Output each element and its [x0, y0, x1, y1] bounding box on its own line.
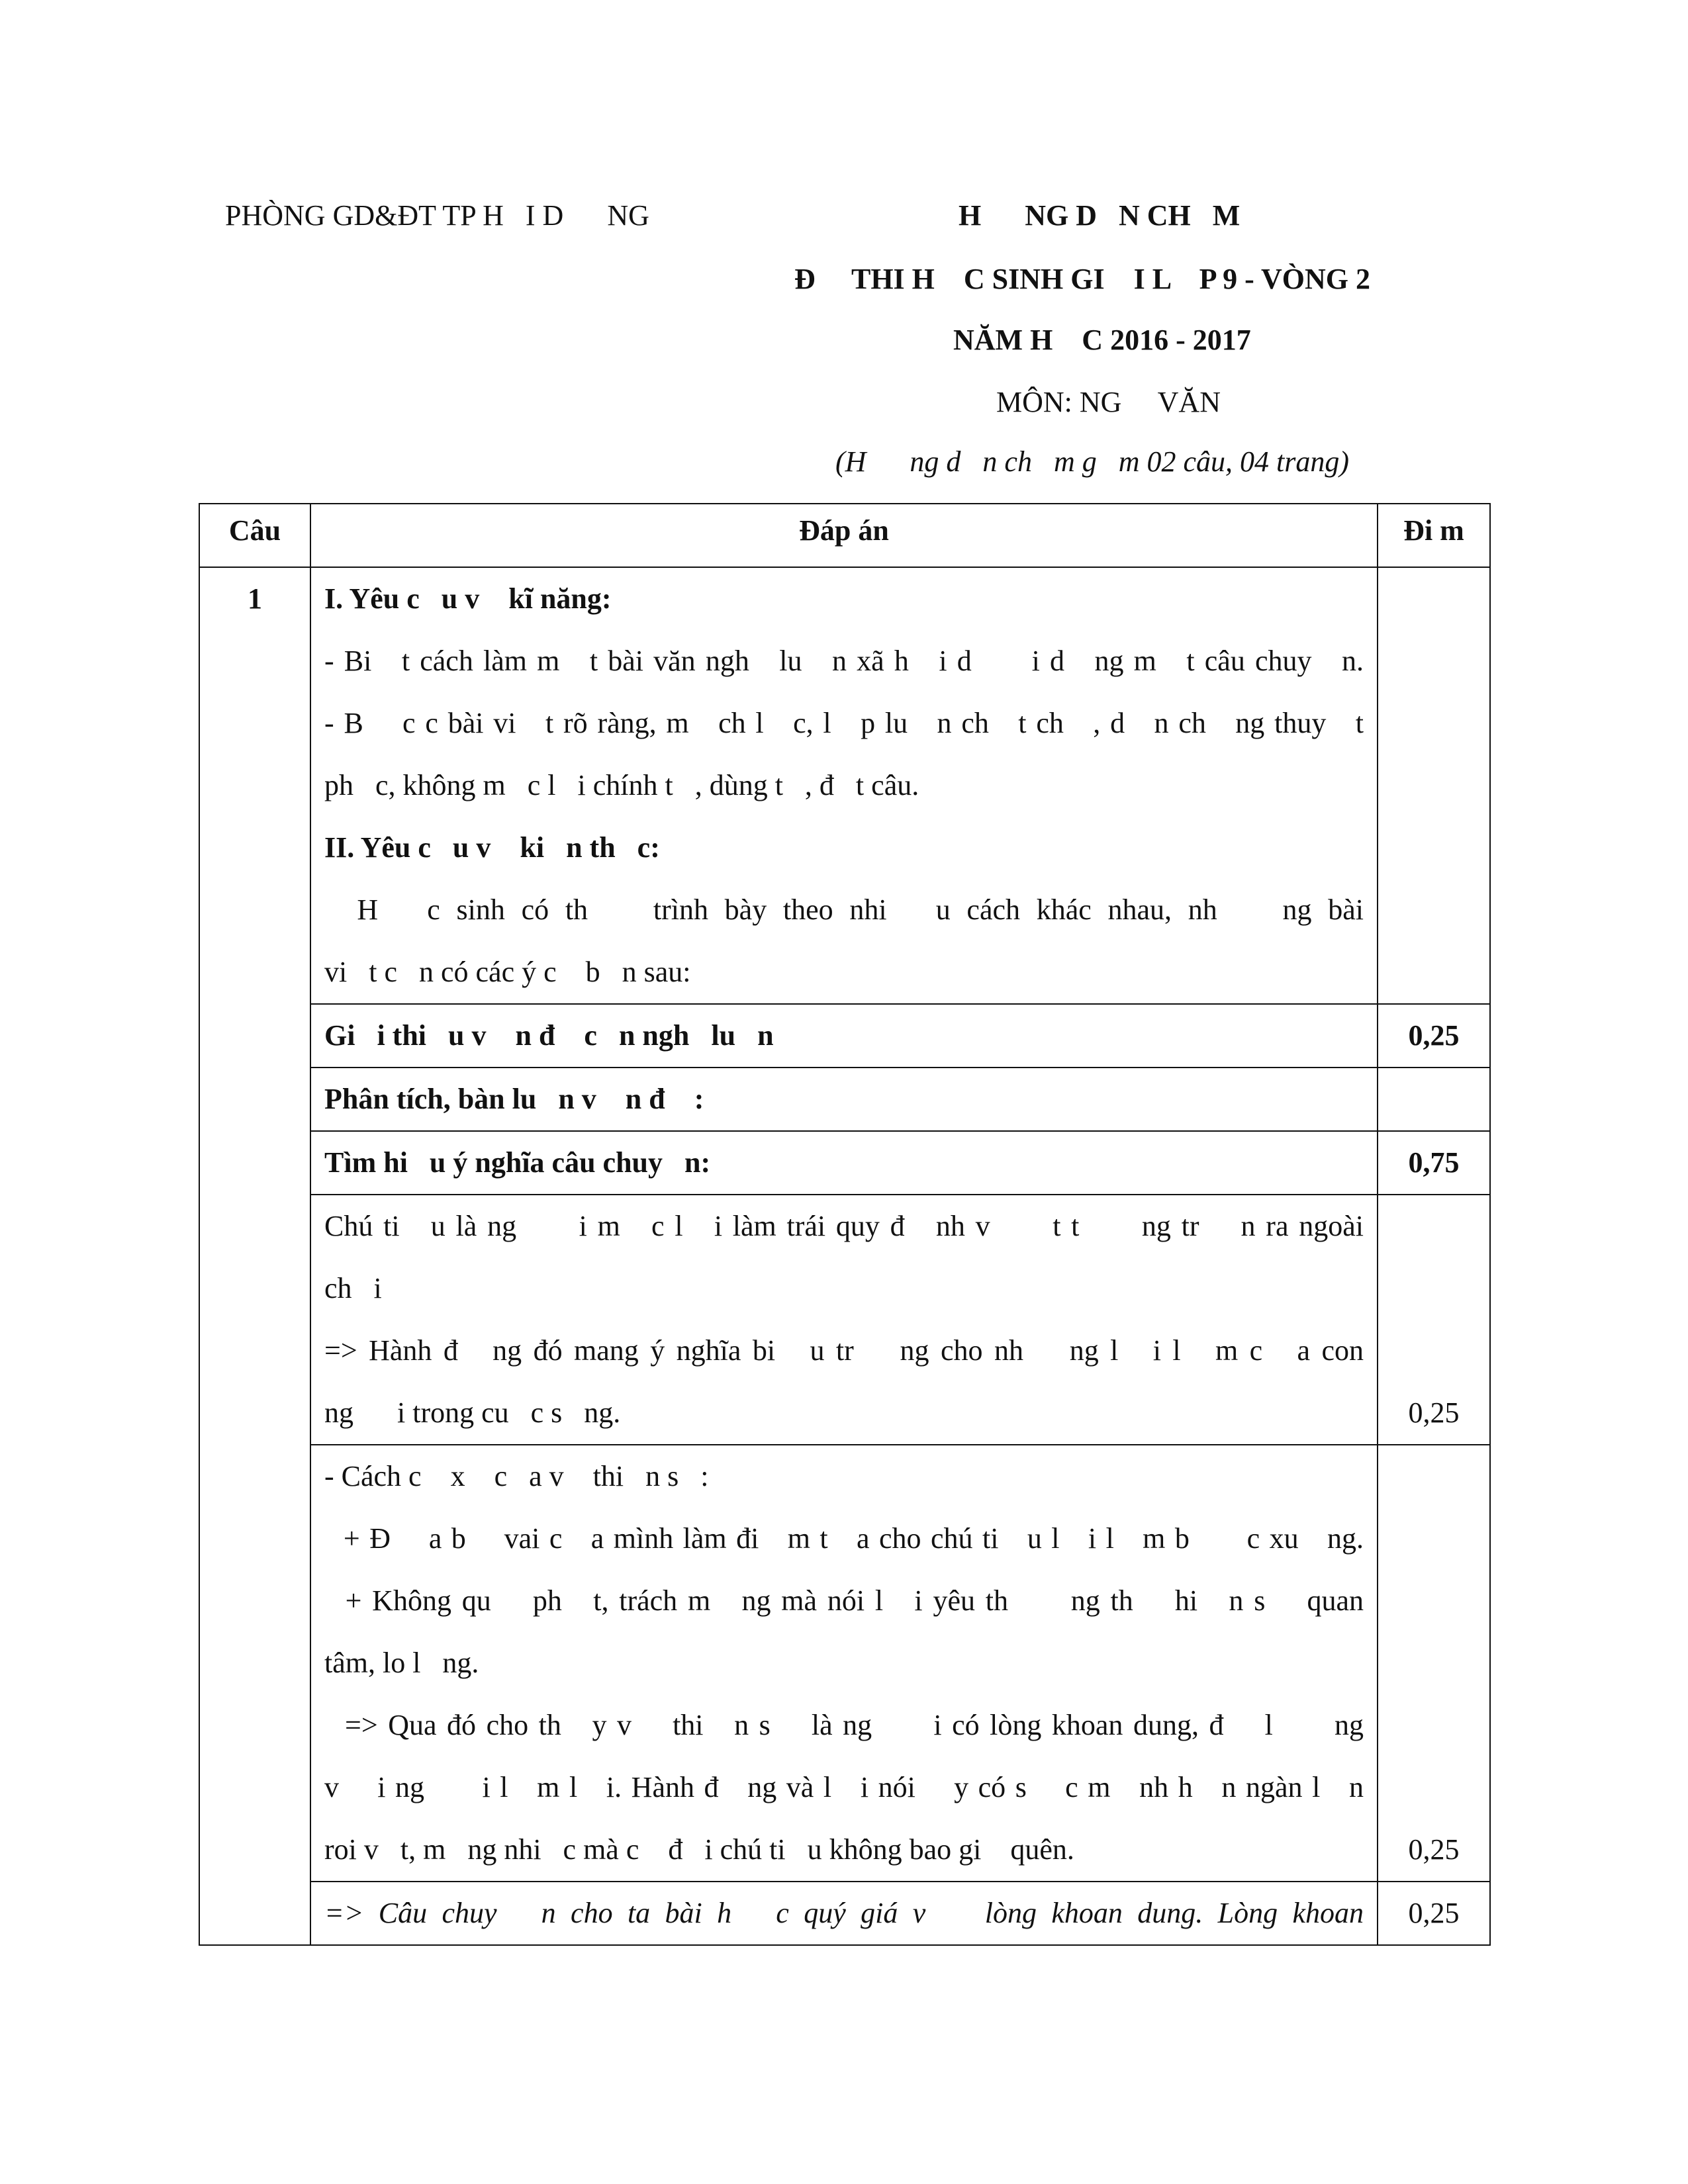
table-header-row	[199, 504, 1490, 567]
score-cell: 0,75	[1378, 1131, 1490, 1195]
table-row	[199, 1195, 1490, 1445]
skills-line: - B c c bài vi t rõ ràng, m ch l c, l p lu n ch t ch , d n ch ng thuy t	[324, 707, 1364, 739]
score-cell: 0,25	[1378, 1004, 1490, 1068]
requirements-cell	[310, 567, 1378, 1004]
answer-cell: Tìm hi u ý nghĩa câu chuy n:	[310, 1131, 1378, 1195]
table-row	[199, 1131, 1490, 1195]
school-year: NĂM H C 2016 - 2017	[953, 324, 1251, 356]
knowledge-heading: II. Yêu c u v ki n th c:	[324, 831, 660, 864]
header-question: Câu	[199, 504, 310, 567]
table-row	[199, 1068, 1490, 1131]
knowledge-line: H c sinh có th trình bày theo nhi u cách khác nhau, nh ng bài	[324, 893, 1364, 926]
knowledge-line: vi t c n có các ý c b n sau:	[324, 956, 691, 988]
table-row	[199, 1445, 1490, 1882]
score-cell: 0,25	[1378, 1195, 1490, 1445]
answer-cell: => Câu chuy n cho ta bài h c quý giá v lòng khoan dung. Lòng khoan	[310, 1882, 1378, 1945]
department-name: PHÒNG GD&ĐT TP H I D NG	[225, 199, 649, 232]
grading-table	[199, 503, 1491, 1946]
table-row	[199, 567, 1490, 1004]
table-row	[199, 1882, 1490, 1945]
score-cell: 0,25	[1378, 1882, 1490, 1945]
answer-cell: Phân tích, bàn lu n v n đ :	[310, 1068, 1378, 1131]
answer-cell: - Cách c x c a v thi n s : + Đ a b vai c a mình làm đi m t a cho chú ti u l i l m b c xu ng. + Không qu ph t, trách m ng mà nói l i yêu th ng th hi n s quan tâm, lo l ng. => Qua đó cho th y v thi n s là ng i có lòng khoan dung, đ l ng v i ng i l m l i. Hành đ ng và l i nói y có s c m nh h n ngàn l n roi v t, m ng nhi c mà c đ i chú ti u không bao gi quên.	[310, 1445, 1378, 1882]
header-answer: Đáp án	[310, 504, 1378, 567]
question-number: 1	[199, 567, 310, 1945]
header-score: Đi m	[1378, 504, 1490, 567]
skills-heading: I. Yêu c u v kĩ năng:	[324, 582, 612, 615]
doc-title-line2: Đ THI H C SINH GI I L P 9 - VÒNG 2	[794, 263, 1370, 295]
subject-line: MÔN: NG VĂN	[996, 386, 1221, 418]
score-cell: 0,25	[1378, 1445, 1490, 1882]
answer-cell: Gi i thi u v n đ c n ngh lu n	[310, 1004, 1378, 1068]
answer-cell: Chú ti u là ng i m c l i làm trái quy đ nh v t t ng tr n ra ngoài ch i => Hành đ ng đó mang ý nghĩa bi u tr ng cho nh ng l i l m c a con ng i trong cu c s ng.	[310, 1195, 1378, 1445]
doc-title-line1: H NG D N CH M	[959, 199, 1241, 232]
score-cell	[1378, 567, 1490, 1004]
skills-line: - Bi t cách làm m t bài văn ngh lu n xã h i d i d ng m t câu chuy n.	[324, 645, 1364, 677]
skills-line: ph c, không m c l i chính t , dùng t , đ t câu.	[324, 769, 919, 801]
score-cell	[1378, 1068, 1490, 1131]
table-row	[199, 1004, 1490, 1068]
page-note: (H ng d n ch m g m 02 câu, 04 trang)	[835, 445, 1350, 478]
